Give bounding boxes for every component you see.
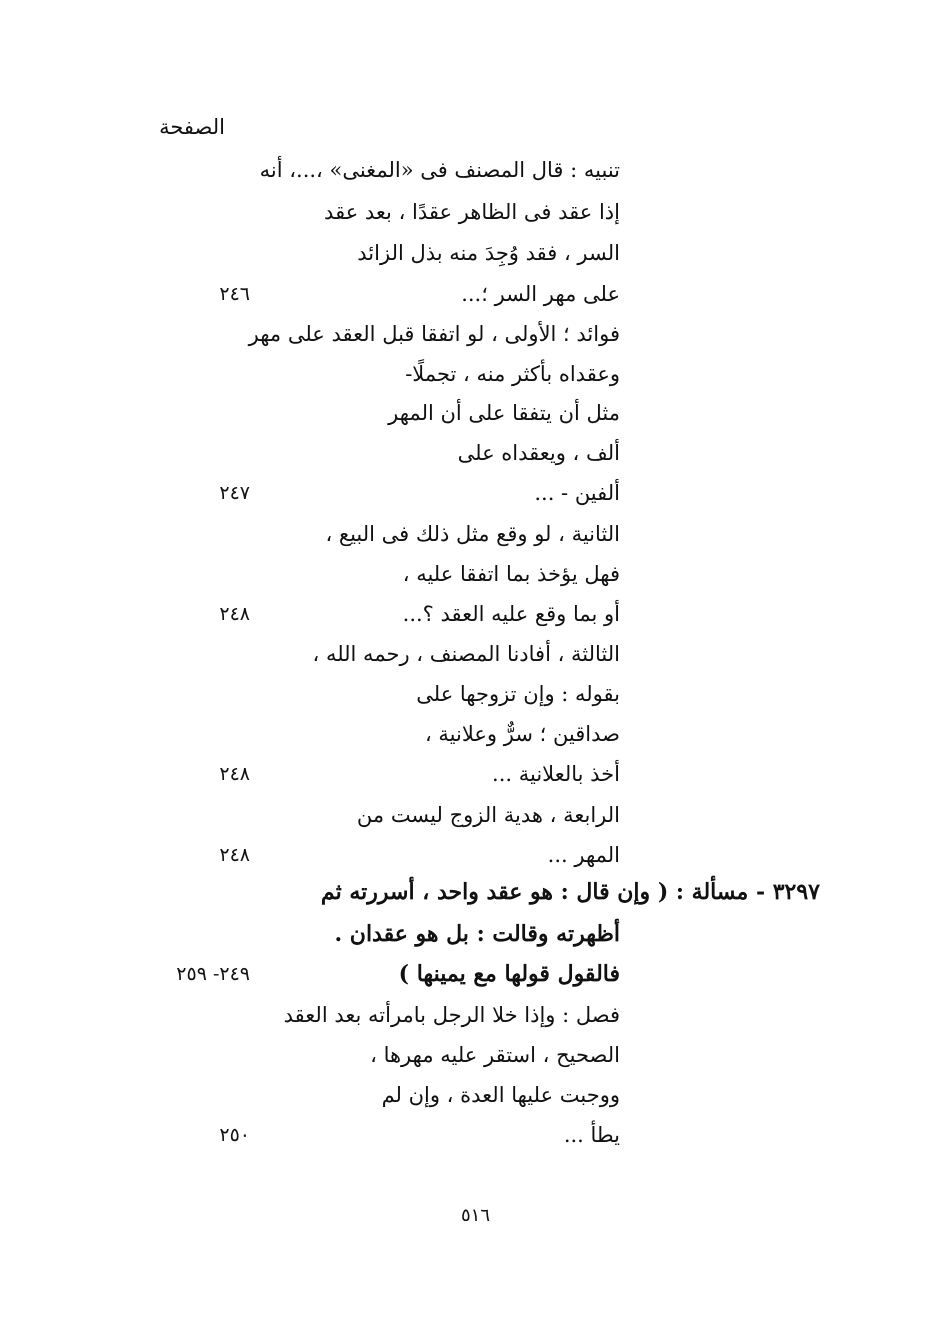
index-line	[130, 314, 820, 354]
index-line	[130, 594, 820, 634]
index-line	[130, 514, 820, 554]
index-line	[130, 674, 820, 714]
section-entry-text: يطأ ...	[563, 1123, 620, 1147]
index-entry-text: ألف ، ويعقداه على	[457, 441, 620, 465]
index-line	[130, 274, 820, 314]
section-line	[130, 1115, 820, 1155]
index-entry-text: صداقين ؛ سرٌّ وعلانية ،	[424, 722, 620, 746]
index-line	[130, 473, 820, 513]
page-ref: ٢٤٧	[219, 482, 250, 504]
index-entry-text: بقوله : وإن تزوجها على	[416, 682, 620, 706]
index-line	[130, 554, 820, 594]
index-line	[130, 393, 820, 433]
page-number: ٥١٦	[460, 1205, 490, 1226]
page-ref: ٢٥٠	[219, 1124, 250, 1146]
index-line	[130, 433, 820, 473]
index-entry-text: الرابعة ، هدية الزوج ليست من	[356, 803, 620, 827]
index-line	[130, 634, 820, 674]
index-entry-text: أو بما وقع عليه العقد ؟...	[402, 602, 620, 626]
issue-heading-text: ٣٢٩٧ - مسألة : ( وإن قال : هو عقد واحد ، أسررته ثم	[320, 879, 820, 905]
index-line	[130, 714, 820, 754]
column-header-page: الصفحة	[159, 115, 225, 139]
index-entry-text: الثانية ، لو وقع مثل ذلك فى البيع ،	[325, 522, 620, 546]
issue-line	[130, 872, 820, 912]
issue-heading-text: فالقول قولها مع يمينها )	[398, 961, 620, 987]
section-entry-text: الصحيح ، استقر عليه مهرها ،	[370, 1043, 620, 1067]
page-ref: ٢٤٨	[219, 763, 250, 785]
index-line	[130, 192, 820, 232]
index-entry-text: تنبيه : قال المصنف فى «المغنى» ،...، أنه	[259, 158, 620, 182]
index-line	[130, 795, 820, 835]
index-line	[130, 150, 820, 190]
index-line	[130, 835, 820, 875]
index-line	[130, 754, 820, 794]
index-entry-text: على مهر السر ؛...	[461, 282, 620, 306]
index-entry-text: أخذ بالعلانية ...	[492, 762, 620, 786]
index-entry-text: الثالثة ، أفادنا المصنف ، رحمه الله ،	[312, 642, 620, 666]
issue-line	[130, 914, 820, 954]
index-entry-text: ألفين - ...	[534, 481, 620, 505]
issue-line	[130, 954, 820, 994]
index-entry-text: فوائد ؛ الأولى ، لو اتفقا قبل العقد على مهر	[248, 322, 620, 346]
index-entry-text: إذا عقد فى الظاهر عقدًا ، بعد عقد	[324, 200, 620, 224]
section-entry-text: ووجبت عليها العدة ، وإن لم	[381, 1083, 620, 1107]
page-ref-range: ٢٤٩- ٢٥٩	[176, 963, 250, 985]
index-entry-text: وعقداه بأكثر منه ، تجملًا-	[405, 362, 620, 386]
index-line	[130, 354, 820, 394]
index-entry-text: فهل يؤخذ بما اتفقا عليه ،	[402, 562, 620, 586]
section-entry-text: فصل : وإذا خلا الرجل بامرأته بعد العقد	[283, 1003, 620, 1027]
section-line	[130, 995, 820, 1035]
section-line	[130, 1075, 820, 1115]
index-entry-text: مثل أن يتفقا على أن المهر	[388, 401, 620, 425]
issue-heading-text: أظهرته وقالت : بل هو عقدان .	[334, 921, 620, 947]
page-ref: ٢٤٦	[219, 283, 250, 305]
page-ref: ٢٤٨	[219, 844, 250, 866]
index-entry-text: السر ، فقد وُجِدَ منه بذل الزائد	[357, 241, 620, 265]
section-line	[130, 1035, 820, 1075]
index-line	[130, 233, 820, 273]
index-entry-text: المهر ...	[547, 843, 620, 867]
page-ref: ٢٤٨	[219, 603, 250, 625]
